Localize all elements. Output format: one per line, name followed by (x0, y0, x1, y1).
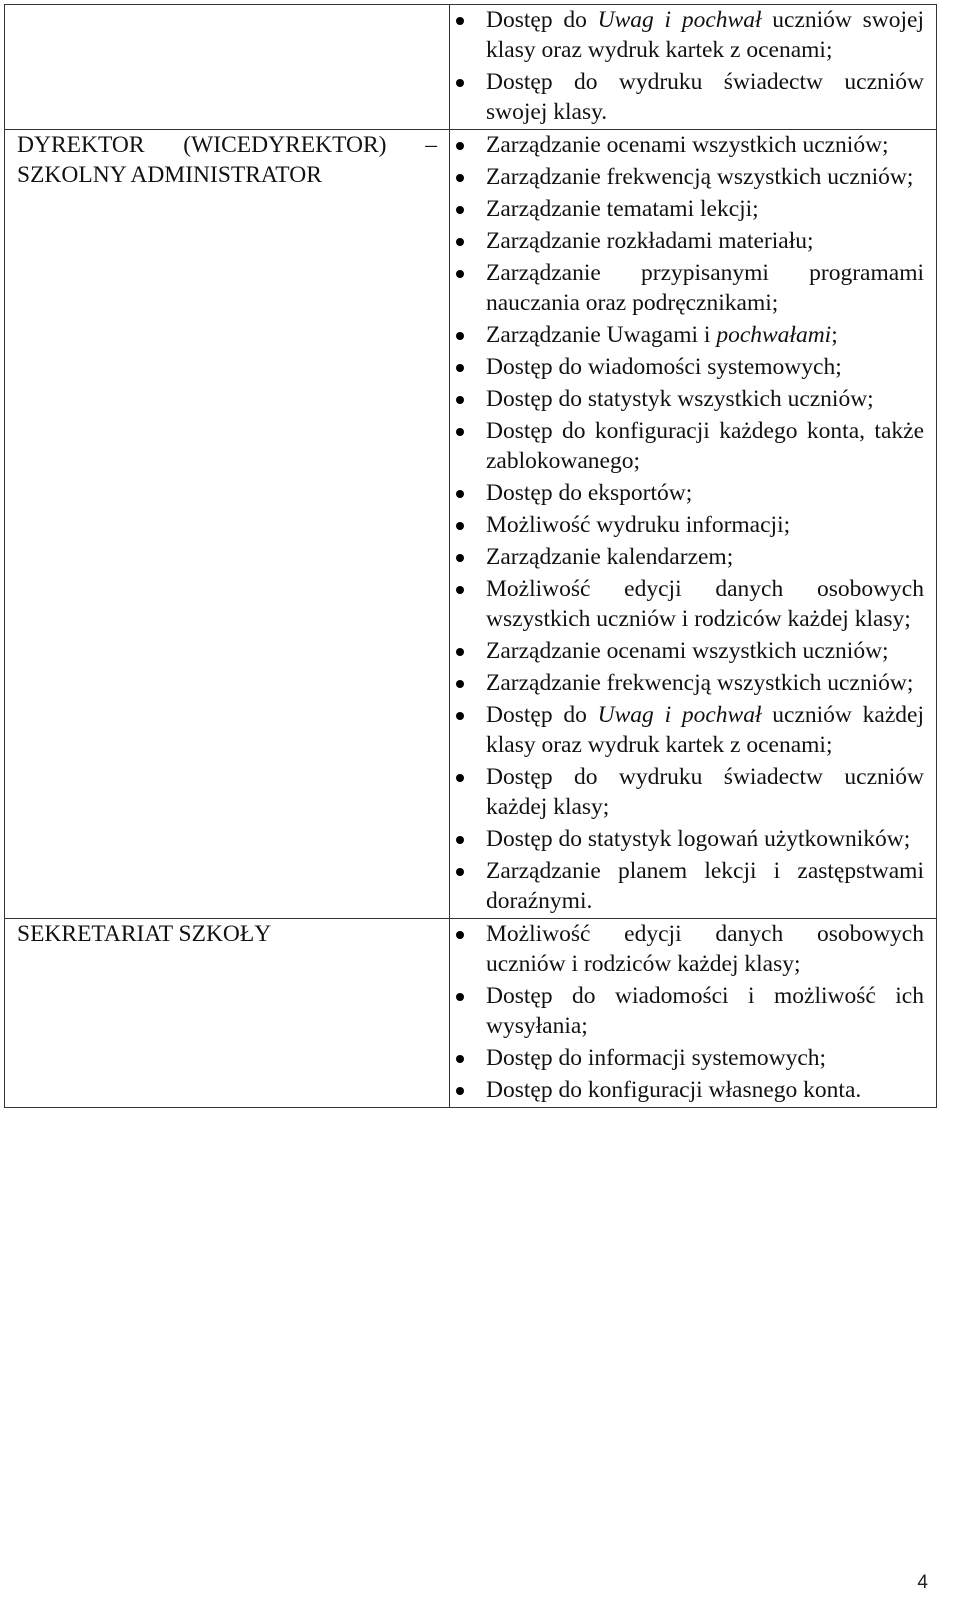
permission-item: Dostęp do statystyk logowań użytkowników; (486, 824, 924, 854)
permission-text: Dostęp do (486, 7, 598, 33)
permissions-cell (450, 5, 937, 130)
permission-text: uczniów swojej klasy oraz wydruk kartek z ocenami; (486, 7, 924, 63)
permission-item: Dostęp do wiadomości systemowych; (486, 352, 924, 382)
permissions-list (450, 919, 936, 1105)
permission-item: Dostęp do informacji systemowych; (486, 1043, 924, 1073)
permission-item: Zarządzanie tematami lekcji; (486, 194, 924, 224)
permission-item: Dostęp do statystyk wszystkich uczniów; (486, 384, 924, 414)
permissions-table-body (5, 5, 937, 1108)
permission-item: Zarządzanie ocenami wszystkich uczniów; (486, 636, 924, 666)
permissions-list (450, 5, 936, 127)
permission-text: Dostęp do (486, 702, 598, 728)
permission-text: ; (831, 322, 838, 348)
permission-item (486, 700, 924, 760)
page-number: 4 (917, 1572, 928, 1593)
permissions-cell (450, 919, 937, 1108)
permission-item: Możliwość edycji danych osobowych wszystkich uczniów i rodziców każdej klasy; (486, 576, 924, 632)
permission-item: Dostęp do wiadomości i możliwość ich wysyłania; (486, 983, 924, 1039)
permission-text: uczniów każdej klasy oraz wydruk kartek z ocenami; (486, 702, 925, 758)
table-row (5, 130, 937, 919)
role-cell (5, 130, 450, 919)
permission-emphasis: pochwałami (716, 322, 832, 348)
permission-item: Zarządzanie planem lekcji i zastępstwami doraźnymi. (486, 858, 924, 914)
permission-item: Zarządzanie rozkładami materiału; (486, 226, 924, 256)
permission-item: Zarządzanie ocenami wszystkich uczniów; (486, 130, 924, 160)
permission-item: Możliwość edycji danych osobowych uczniów i rodziców każdej klasy; (486, 921, 924, 977)
permission-item: Możliwość wydruku informacji; (486, 510, 924, 540)
role-cell (5, 5, 450, 130)
permission-item: Dostęp do wydruku świadectw uczniów swojej klasy. (486, 69, 924, 125)
permission-item: Dostęp do konfiguracji własnego konta. (486, 1075, 924, 1105)
permission-emphasis: Uwag i pochwał (597, 702, 762, 728)
permission-emphasis: Uwag i pochwał (597, 7, 762, 33)
permissions-cell (450, 130, 937, 919)
role-label: SEKRETARIAT SZKOŁY (17, 921, 272, 947)
permission-item: Dostęp do eksportów; (486, 478, 924, 508)
table-row (5, 5, 937, 130)
role-label: DYREKTOR (WICEDYREKTOR) – SZKOLNY ADMINISTRATOR (17, 132, 437, 188)
permission-item: Dostęp do wydruku świadectw uczniów każdej klasy; (486, 764, 924, 820)
permission-item: Zarządzanie frekwencją wszystkich uczniów; (486, 162, 924, 192)
permissions-table (4, 4, 937, 1108)
table-row (5, 919, 937, 1108)
permission-item: Dostęp do konfiguracji każdego konta, także zablokowanego; (486, 418, 924, 474)
permission-item: Zarządzanie frekwencją wszystkich uczniów; (486, 668, 924, 698)
permission-text: Zarządzanie Uwagami i (486, 322, 717, 348)
permissions-list (450, 130, 936, 916)
permission-item: Zarządzanie przypisanymi programami nauczania oraz podręcznikami; (486, 260, 924, 316)
role-cell (5, 919, 450, 1108)
permission-item (486, 320, 924, 350)
permission-item: Zarządzanie kalendarzem; (486, 542, 924, 572)
permission-item (486, 5, 924, 65)
